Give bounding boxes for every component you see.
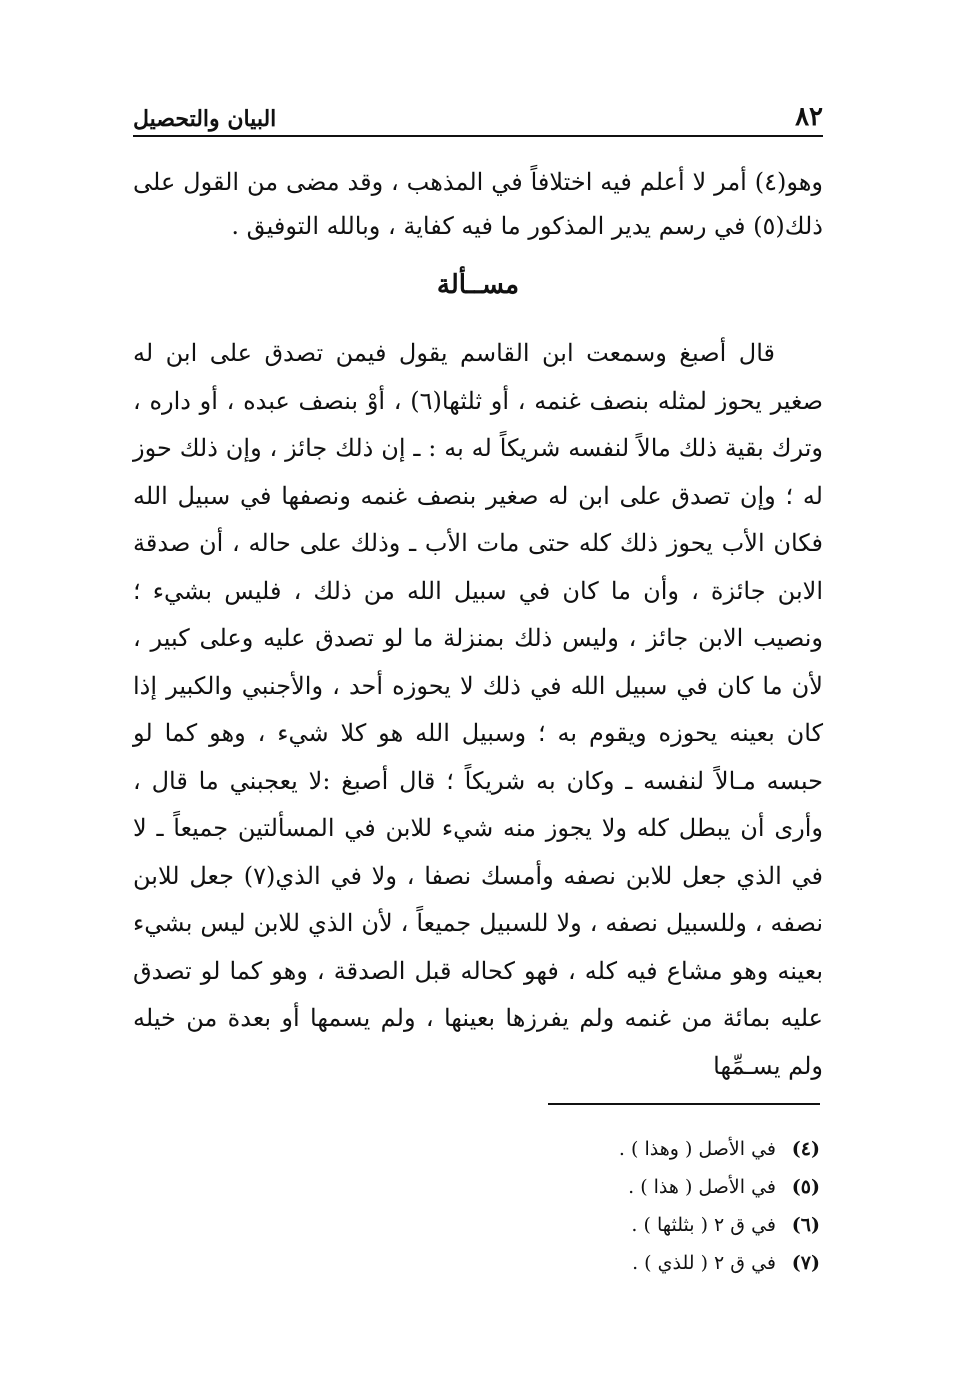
footnote-text: في ق ٢ ( بثلثها ) . [631,1214,776,1236]
footnote-number: (٦) [791,1214,820,1236]
header-divider [133,135,823,137]
footnotes [300,1130,820,1282]
section-body [133,330,823,1090]
footnote-number: (٤) [791,1138,820,1160]
page-number: ٨٢ [795,102,823,132]
page-header [133,92,823,132]
intro-paragraph: وهو(٤) أمر لا أعلم فيه اختلافاً في المذهب ، وقد مضى من القول على ذلك(٥) في رسم يدير المذكور ما فيه كفاية ، وبالله التوفيق . [133,168,823,240]
footnote-divider [548,1103,820,1105]
footnote-item [300,1168,820,1206]
body-paragraph: قال أصبغ وسمعت ابن القاسم يقول فيمن تصدق على ابن له صغير يحوز لمثله بنصف غنمه ، أو ثلثها(٦) ، أوْ بنصف عبده ، أو داره ، وترك بقية ذلك مالاً لنفسه شريكاً له به : ـ إن ذلك جائز ، وإن ذلك حوز له ؛ وإن تصدق على ابن له صغير بنصف غنمه ونصفها في سبيل الله فكان الأب يحوز ذلك كله حتى مات الأب ـ وذلك على حاله ، أن صدقة الابن جائزة ، وأن ما كان في سبيل الله من ذلك ، فليس بشيء ؛ ونصيب الابن جائز ، وليس ذلك بمنزلة ما لو تصدق عليه وعلى كبير ، لأن ما كان في سبيل الله في ذلك لا يحوزه أحد ، والأجنبي والكبير إذا كان بعينه يحوزه ويقوم به ؛ وسبيل الله هو كلا شيء ، وهو كما لو حبسه مـالاً لنفسه ـ وكان به شريكاً ؛ قال أصبغ :لا يعجبني ما قال ، وأرى أن يبطل كله ولا يجوز منه شيء للابن في المسألتين جميعاً ـ لا في الذي جعل للابن نصفه وأمسك نصفا ، ولا في الذي(٧) جعل للابن نصفه ، وللسبيل نصفه ، ولا للسبيل جميعاً ، لأن الذي للابن ليس بشيء بعينه وهو مشاع فيه كله ، فهو كحاله قبل الصدقة ، وهو كما لو تصدق عليه بمائة من غنمه ولم يفرزها بعينها ، ولم يسمها أو بعدة من خيله ولم يسـمِّها [133,339,824,1080]
running-title: البيان والتحصيل [133,106,277,132]
footnote-item [300,1206,820,1244]
section-heading: مســألة [436,270,520,300]
footnote-text: في الأصل ( وهذا ) . [618,1138,776,1160]
footnote-item [300,1244,820,1282]
footnote-number: (٥) [791,1176,820,1198]
footnote-text: في الأصل ( هذا ) . [628,1176,776,1198]
footnote-item [300,1130,820,1168]
footnote-text: في ق ٢ ( للذي ) . [632,1252,776,1274]
footnote-number: (٧) [791,1252,820,1274]
